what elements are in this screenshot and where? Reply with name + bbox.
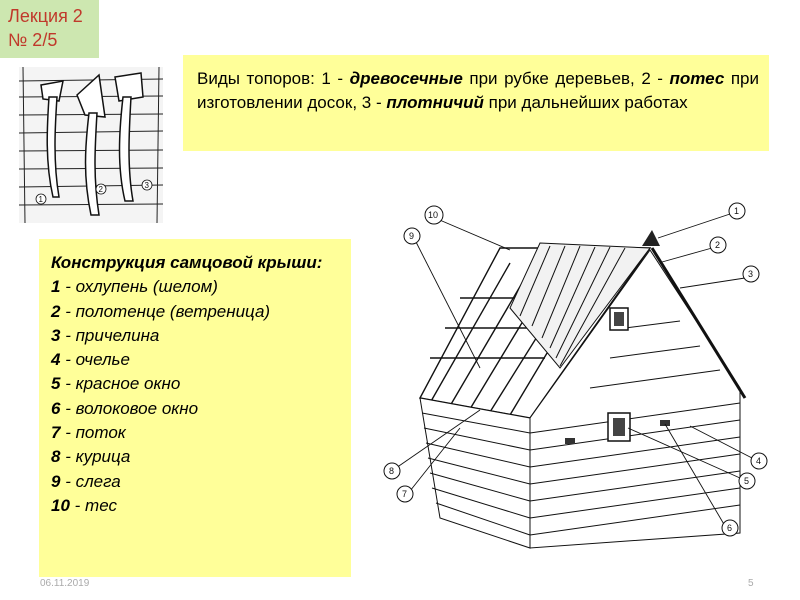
house-callout-6: 6 [727, 523, 733, 533]
house-callout-10: 10 [428, 210, 439, 220]
axe-type-2: потес [669, 69, 725, 88]
axe-label-3: 3 [144, 181, 149, 190]
legend-item: 6 - волоковое окно [51, 398, 199, 418]
legend-item: 8 - курица [51, 447, 131, 467]
house-callout-8: 8 [389, 466, 395, 476]
axe-label-1: 1 [38, 195, 43, 204]
axe-label-2: 2 [98, 185, 103, 194]
house-callout-5: 5 [744, 476, 750, 486]
house-callout-4: 4 [756, 456, 762, 466]
legend-item: 4 - очелье [51, 350, 130, 370]
house-callout-9: 9 [409, 231, 415, 241]
legend-item: 9 - слега [51, 471, 121, 491]
house-callout-7: 7 [402, 489, 408, 499]
axes-caption: Виды топоров: 1 - древосечные при рубке деревьев, 2 - потес при изготовлении досок, 3 - плотничий при дальнейших работах [183, 55, 769, 151]
page-number: 5 [748, 578, 754, 589]
house-callout-1: 1 [734, 206, 740, 216]
legend-item: 10 - тес [51, 495, 117, 515]
axe-type-3: плотничий [386, 93, 484, 112]
footer-date: 06.11.2019 [40, 578, 90, 589]
legend-item: 1 - охлупень (шелом) [51, 277, 218, 297]
legend-item: 7 - поток [51, 423, 126, 443]
axes-illustration [19, 67, 163, 223]
legend-item: 5 - красное окно [51, 374, 181, 394]
legend-item: 3 - причелина [51, 325, 160, 345]
roof-legend-title: Конструкция самцовой крыши: [51, 253, 323, 272]
lecture-title: Лекция 2 [8, 6, 83, 26]
roof-legend [39, 239, 351, 577]
lecture-label [0, 0, 99, 58]
legend-item: 2 - полотенце (ветреница) [51, 301, 271, 321]
house-callout-3: 3 [748, 269, 754, 279]
house-callout-2: 2 [715, 240, 721, 250]
axe-type-1: древосечные [349, 69, 463, 88]
lecture-number: № 2/5 [8, 30, 58, 50]
log-house-illustration [360, 188, 780, 588]
